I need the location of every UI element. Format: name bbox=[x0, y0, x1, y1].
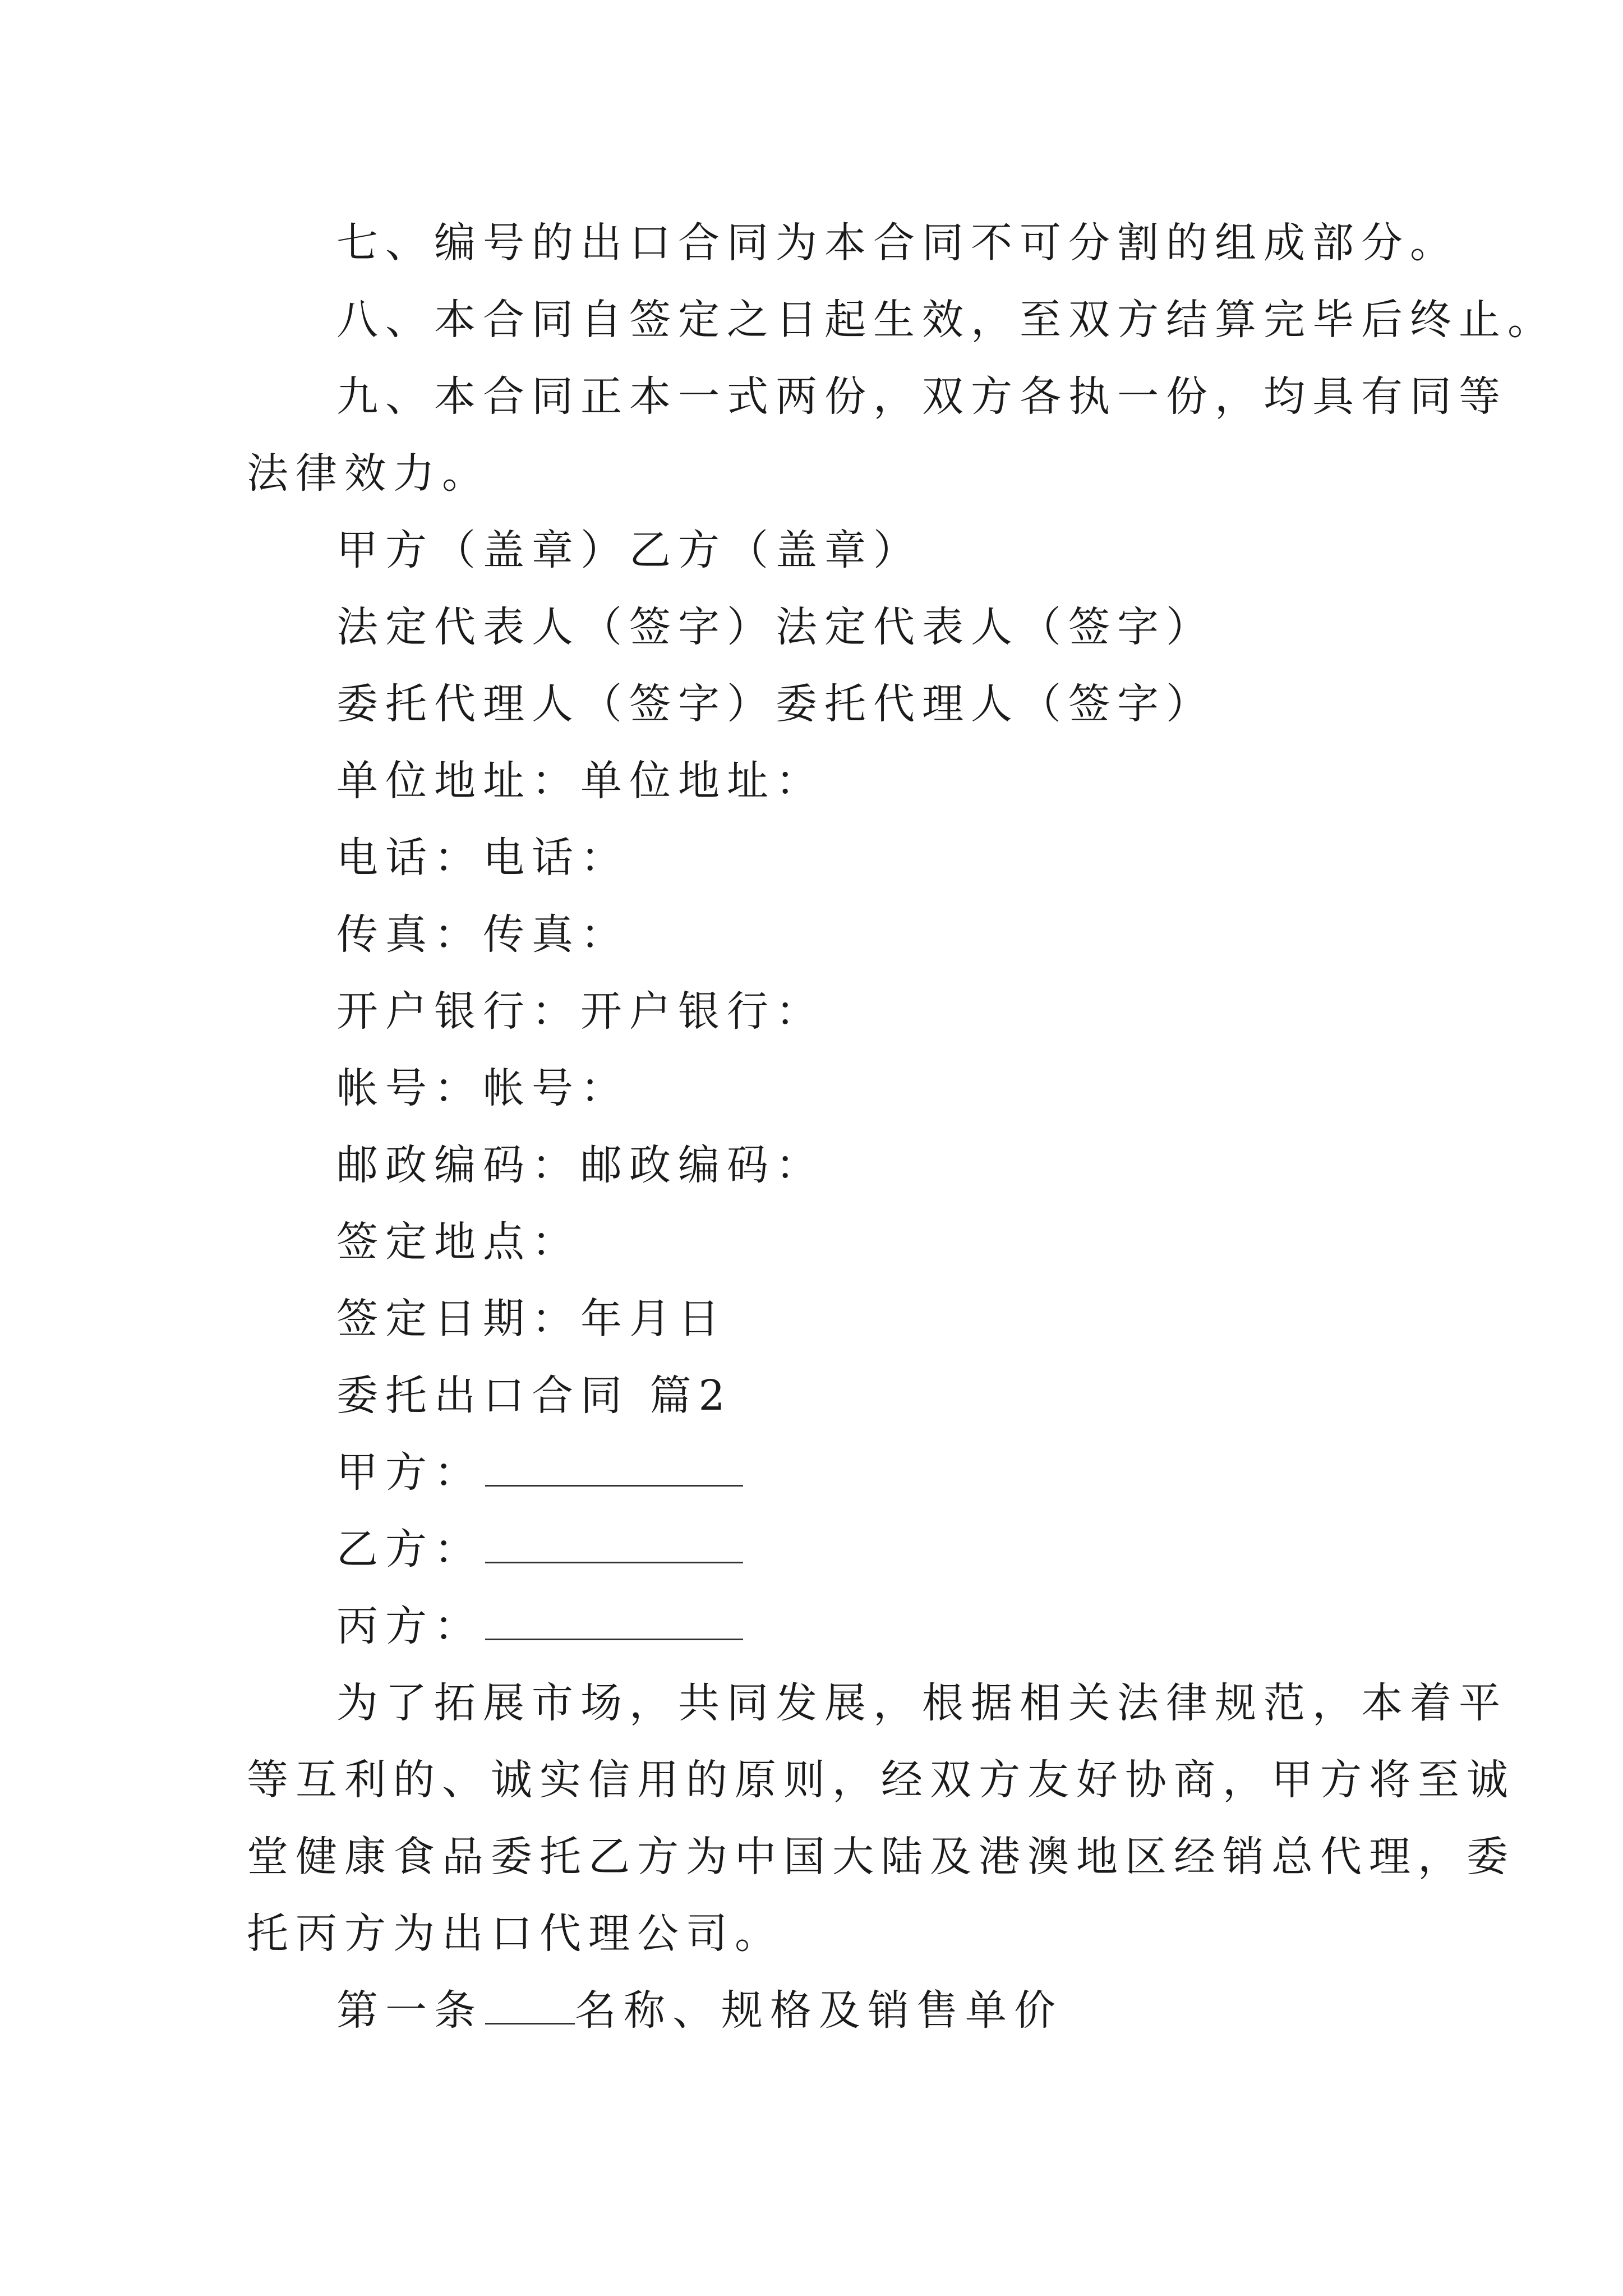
signature-date-row: 签定日期：年月日 bbox=[336, 1295, 727, 1343]
intro-line-1: 为了拓展市场，共同发展，根据相关法律规范，本着平 bbox=[336, 1679, 1507, 1727]
signature-phone-row: 电话：电话： bbox=[336, 834, 629, 882]
article-one-suffix: 名称、规格及销售单价 bbox=[575, 1986, 1063, 2035]
party-b-blank bbox=[485, 1528, 743, 1563]
intro-line-3: 堂健康食品委托乙方为中国大陆及港澳地区经销总代理，委 bbox=[247, 1833, 1515, 1881]
party-b-row bbox=[336, 1522, 1481, 1576]
clause-nine-continued: 法律效力。 bbox=[247, 449, 491, 498]
clause-eight: 八、本合同自签定之日起生效，至双方结算完毕后终止。 bbox=[336, 296, 1556, 344]
signature-legal-rep-row: 法定代表人（签字）法定代表人（签字） bbox=[336, 603, 1215, 651]
signature-fax-row: 传真：传真： bbox=[336, 910, 629, 959]
article-one-heading bbox=[336, 1984, 1481, 2037]
party-c-label: 丙方： bbox=[336, 1602, 483, 1650]
signature-seal-row: 甲方（盖章）乙方（盖章） bbox=[336, 526, 922, 574]
signature-address-row: 单位地址：单位地址： bbox=[336, 757, 824, 805]
party-a-blank bbox=[485, 1451, 743, 1487]
party-c-row bbox=[336, 1599, 1481, 1653]
party-b-label: 乙方： bbox=[336, 1525, 483, 1573]
intro-line-2: 等互利的、诚实信用的原则，经双方友好协商，甲方将至诚 bbox=[247, 1756, 1515, 1804]
article-one-prefix: 第一条 bbox=[336, 1986, 483, 2035]
signature-place-row: 签定地点： bbox=[336, 1218, 580, 1266]
clause-seven: 七、编号的出口合同为本合同不可分割的组成部分。 bbox=[336, 219, 1459, 267]
intro-line-4: 托丙方为出口代理公司。 bbox=[247, 1910, 783, 1958]
signature-bank-row: 开户银行：开户银行： bbox=[336, 987, 824, 1036]
signature-agent-row: 委托代理人（签字）委托代理人（签字） bbox=[336, 680, 1215, 728]
party-a-row bbox=[336, 1446, 1481, 1499]
signature-account-row: 帐号：帐号： bbox=[336, 1064, 629, 1112]
clause-nine: 九、本合同正本一式两份，双方各执一份，均具有同等 bbox=[336, 372, 1507, 421]
section-title: 委托出口合同 篇2 bbox=[336, 1372, 732, 1420]
party-c-blank bbox=[485, 1605, 743, 1640]
party-a-label: 甲方： bbox=[336, 1448, 483, 1497]
article-one-blank bbox=[485, 1989, 575, 2024]
signature-postcode-row: 邮政编码：邮政编码： bbox=[336, 1141, 824, 1189]
